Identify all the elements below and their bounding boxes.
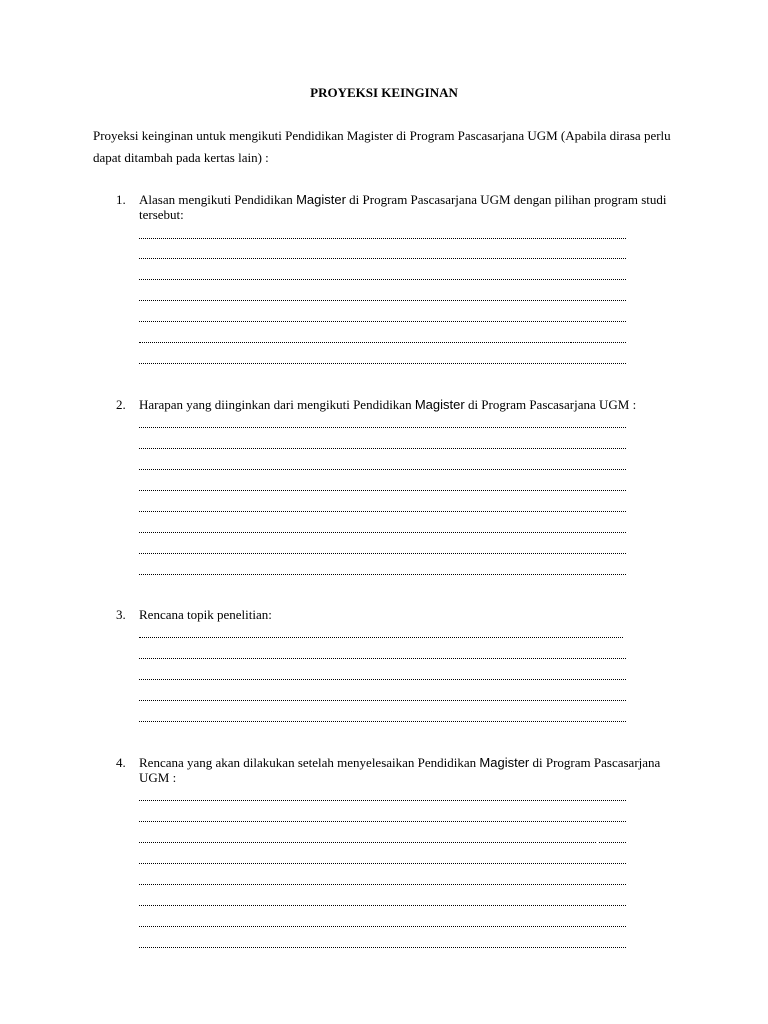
- answer-line[interactable]: [139, 279, 626, 280]
- answer-line[interactable]: [139, 258, 626, 259]
- answer-line[interactable]: [139, 947, 626, 948]
- answer-line[interactable]: [139, 679, 626, 680]
- section-question: [139, 397, 674, 412]
- answer-line[interactable]: [139, 448, 626, 449]
- answer-line[interactable]: [139, 300, 626, 301]
- answer-line[interactable]: [139, 427, 626, 428]
- section-question: [139, 755, 674, 785]
- question-keyword: Magister: [414, 397, 465, 412]
- question-text-after: di Program Pascasarjana UGM dengan pilihan program studi tersebut:: [139, 192, 667, 222]
- section-number: 1.: [116, 192, 126, 207]
- intro-paragraph: Proyeksi keinginan untuk mengikuti Pendidikan Magister di Program Pascasarjana UGM (Apabila dirasa perlu dapat ditambah pada kertas lain) :: [93, 128, 671, 165]
- question-text-before: Rencana yang akan dilakukan setelah menyelesaikan Pendidikan: [139, 755, 480, 770]
- answer-line[interactable]: [139, 800, 626, 801]
- answer-line[interactable]: [139, 863, 626, 864]
- question-text-before: Rencana topik penelitian:: [139, 607, 272, 622]
- answer-line[interactable]: [139, 721, 626, 722]
- answer-line[interactable]: [139, 658, 626, 659]
- answer-line[interactable]: [139, 637, 623, 638]
- page-title: PROYEKSI KEINGINAN: [310, 85, 458, 100]
- question-text-before: Alasan mengikuti Pendidikan: [139, 192, 297, 207]
- answer-line[interactable]: [139, 553, 626, 554]
- answer-line[interactable]: [139, 842, 596, 843]
- answer-line[interactable]: [599, 842, 626, 843]
- answer-line[interactable]: [139, 926, 626, 927]
- answer-line[interactable]: [139, 469, 626, 470]
- answer-line[interactable]: [139, 238, 626, 239]
- answer-line[interactable]: [139, 884, 626, 885]
- question-keyword: Magister: [296, 192, 346, 207]
- answer-line[interactable]: [139, 490, 626, 491]
- section-question: [139, 607, 674, 622]
- answer-line[interactable]: [139, 342, 569, 343]
- answer-line[interactable]: [139, 321, 626, 322]
- answer-line[interactable]: [139, 700, 626, 701]
- answer-line[interactable]: [139, 363, 626, 364]
- answer-line[interactable]: [139, 511, 626, 512]
- section-number: 4.: [116, 755, 126, 770]
- question-text-after: di Program Pascasarjana UGM :: [139, 755, 661, 785]
- question-keyword: Magister: [479, 755, 530, 770]
- answer-line[interactable]: [570, 342, 626, 343]
- section-question: [139, 192, 674, 222]
- answer-line[interactable]: [139, 532, 626, 533]
- section-number: 2.: [116, 397, 126, 412]
- section-number: 3.: [116, 607, 126, 622]
- answer-line[interactable]: [139, 574, 626, 575]
- answer-line[interactable]: [139, 905, 626, 906]
- question-text-before: Harapan yang diinginkan dari mengikuti Pendidikan: [139, 397, 415, 412]
- question-text-after: di Program Pascasarjana UGM :: [464, 397, 637, 412]
- answer-line[interactable]: [139, 821, 626, 822]
